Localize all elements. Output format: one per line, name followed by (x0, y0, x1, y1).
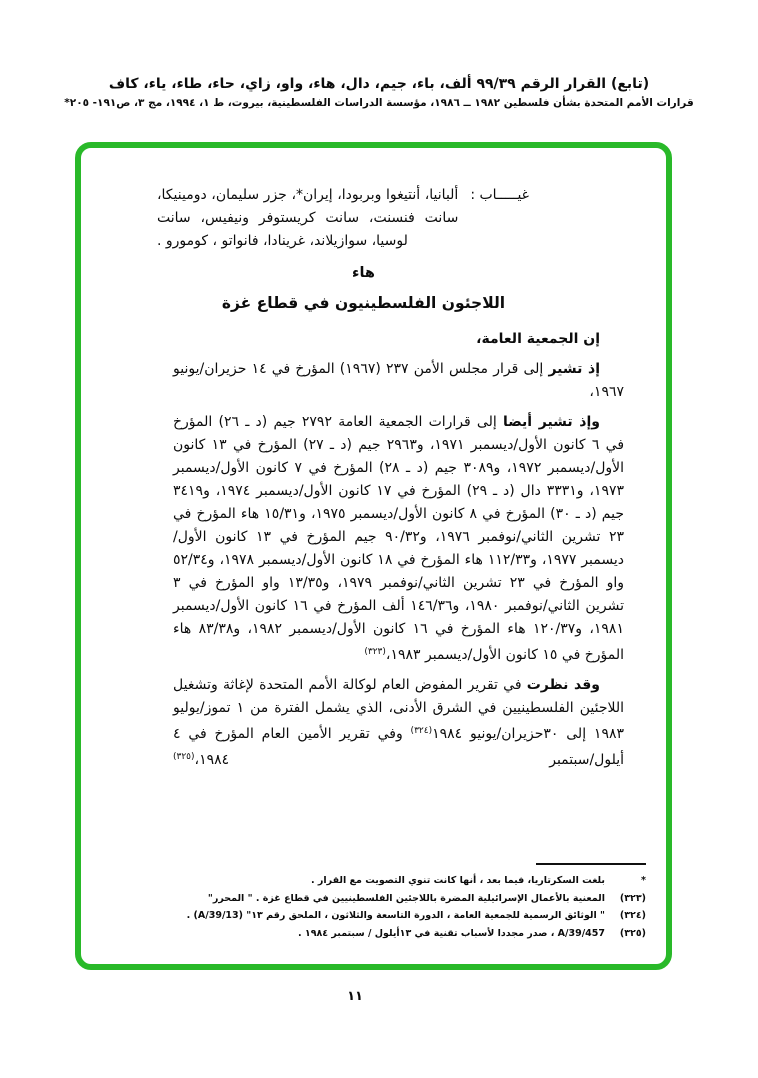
footnote-text: المعنية بالأعمال الإسرائيلية المضرة باللاجئين الفلسطينيين في قطاع غزة . " المحرر" (207, 892, 605, 904)
text-segment: وفي تقرير الأمين العام المؤرخ في ٤ أيلول/سبتمبر ١٩٨٤، (173, 726, 624, 768)
footnote-text: A/39/457 ، صدر مجددا لأسباب تقنية في ١٣أيلول / سبتمبر ١٩٨٤ . (297, 927, 605, 939)
page-number: ١١ (347, 989, 363, 1004)
footnote-marker: * (641, 875, 646, 886)
footnote-text: بلغت السكرتاريا، فيما بعد ، أنها كانت تنوي التصويت مع القرار . (311, 875, 605, 886)
absence-countries: ألبانيا، أنتيغوا وبربودا، إيران*، جزر سليمان، دومينيكا، سانت فنسنت، سانت كريستوفر ونيفيس، سانت لوسيا، سوازيلاند، غرينادا، فانواتو ، كومورو . (157, 187, 459, 249)
footnote-row (97, 925, 646, 943)
green-border-box (75, 142, 672, 970)
text-segment: إلى قرارات الجمعية العامة ٢٧٩٢ جيم (د ـ ٢٦) المؤرخ في ٦ كانون الأول/ديسمبر ١٩٧١، و٢٩٦٣ جيم (د ـ ٢٧) المؤرخ في ١٣ كانون الأول/ديسمبر ١٩٧٢، و٣٠٨٩ جيم (د ـ ٢٨) المؤرخ في ٧ كانون الأول/ديسمبر ١٩٧٣، و٣٣٣١ دال (د ـ ٢٩) المؤرخ في ١٧ كانون الأول/ديسمبر ١٩٧٤، و٣٤١٩ جيم (د ـ ٣٠) المؤرخ في ٨ كانون الأول/ديسمبر ١٩٧٥، و١٥/٣١ هاء المؤرخ في ٢٣ تشرين الثاني/نوفمبر ١٩٧٦، و٩٠/٣٢ جيم المؤرخ في ١٣ كانون الأول/ديسمبر ١٩٧٧، و١١٢/٣٣ هاء المؤرخ في ١٨ كانون الأول/ديسمبر ١٩٧٨، و٥٢/٣٤ واو المؤرخ في ٢٣ تشرين الثاني/نوفمبر ١٩٧٩، و١٣/٣٥ واو المؤرخ في ٣ تشرين الثاني/نوفمبر ١٩٨٠، و١٤٦/٣٦ ألف المؤرخ في ١٦ كانون الأول/ديسمبر ١٩٨١، و١٢٠/٣٧ هاء المؤرخ في ١٦ كانون الأول/ديسمبر ١٩٨٢، و٨٣/٣٨ هاء المؤرخ في ١٥ كانون الأول/ديسمبر ١٩٨٣، (173, 414, 625, 663)
footnote-row (97, 907, 646, 925)
paragraph-recalling-1 (173, 358, 624, 404)
footnote-marker: (٣٢٥) (619, 927, 646, 939)
header-resolution-line: (تابع) القرار الرقم ٩٩/٣٩ ألف، باء، جيم، دال، هاء، واو، زاي، حاء، طاء، ياء، كاف (108, 76, 650, 92)
footnotes-block (97, 863, 646, 942)
section-letter: هاء (352, 265, 375, 281)
paragraph-preamble-1 (173, 328, 624, 351)
footnote-marker: (٣٢٤) (619, 910, 646, 921)
absence-block (157, 184, 529, 253)
footnote-rows (97, 872, 646, 942)
footnote-text: " الوثائق الرسمية للجمعية العامة ، الدورة التاسعة والثلاثون ، الملحق رقم ١٣" (A/39/13) . (186, 910, 605, 921)
text-segment: في تقرير المفوض العام لوكالة الأمم المتحدة لإغاثة وتشغيل اللاجئين الفلسطينيين في الشرق الأدنى، الذي يشمل الفترة من ١ تموز/يوليو ١٩٨٣ إلى ٣٠حزيران/يونيو ١٩٨٤ (173, 677, 624, 742)
footnote-reference: (٣٢٤) (410, 726, 433, 736)
text-segment: وقد نظرت (526, 677, 600, 693)
footnote-separator (536, 863, 646, 865)
text-segment: وإذ تشير أيضا (502, 414, 600, 430)
text-segment: إن الجمعية العامة، (476, 331, 600, 347)
footnote-row (97, 890, 646, 908)
document-content (87, 154, 660, 958)
document-title: اللاجئون الفلسطينيون في قطاع غزة (221, 294, 506, 312)
footnote-reference: (٣٢٥) (173, 752, 195, 762)
footnote-marker: (٣٢٣) (619, 892, 646, 904)
absence-label: غيـــــاب : (470, 187, 529, 203)
body-paragraphs (173, 328, 624, 772)
paragraph-having-considered (173, 674, 624, 772)
paragraph-recalling-2 (173, 411, 624, 667)
footnote-reference: (٣٢٣) (364, 647, 386, 657)
page-header (0, 76, 758, 109)
text-segment: إذ تشير (548, 361, 600, 377)
footnote-row (97, 872, 646, 890)
header-source-line: قرارات الأمم المتحدة بشأن فلسطين ١٩٨٢ ــ ١٩٨٦، مؤسسة الدراسات الفلسطينية، بيروت، ط ١، ١٩٩٤، مج ٣، ص١٩١- ٢٠٥* (64, 97, 694, 109)
text-segment: إلى قرار مجلس الأمن ٢٣٧ (١٩٦٧) المؤرخ في ١٤ حزيران/يونيو ١٩٦٧، (173, 361, 624, 400)
